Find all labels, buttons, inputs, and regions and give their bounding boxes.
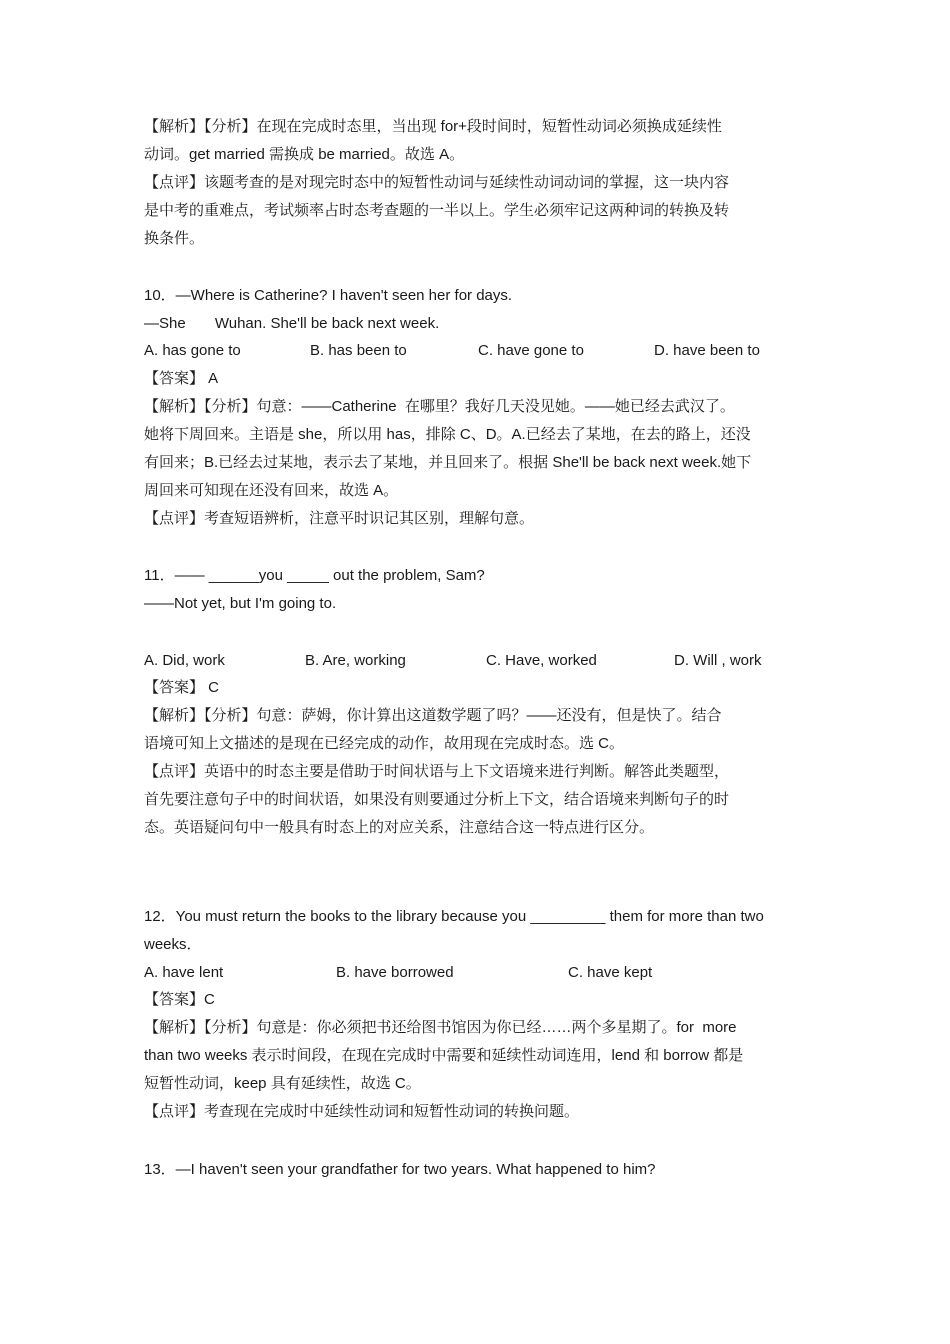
q12-option-b: B. have borrowed [336, 964, 454, 981]
q11-stem-line-1: 11．—— ______you _____ out the problem, Sam? [144, 567, 485, 584]
q11-stem-line-2: ——Not yet, but I'm going to. [144, 595, 337, 612]
q11-comment-line-2: 首先要注意句子中的时间状语，如果没有则要通过分析上下文，结合语境来判断句子的时 [144, 791, 730, 808]
q10-answer: 【答案】 A [144, 370, 219, 387]
q10-comment-line-1: 【点评】考查短语辨析，注意平时识记其区别，理解句意。 [144, 510, 535, 527]
q11-option-c: C. Have, worked [486, 652, 597, 669]
q10-option-a: A. has gone to [144, 342, 241, 359]
q9-analysis-line-2: 动词。get married 需换成 be married。故选 A。 [144, 146, 465, 163]
q10-analysis-line-2: 她将下周回来。主语是 she，所以用 has，排除 C、D。A.已经去了某地，在去的路上，还没 [144, 426, 751, 443]
q12-stem-line-1: 12．You must return the books to the library because you _________ them for more than two [144, 908, 764, 925]
q10-analysis-line-3: 有回来；B.已经去过某地，表示去了某地，并且回来了。根据 She'll be back next week.她下 [144, 454, 752, 471]
q10-option-b: B. has been to [310, 342, 407, 359]
q12-comment-line-1: 【点评】考查现在完成时中延续性动词和短暂性动词的转换问题。 [144, 1103, 580, 1120]
q9-comment-line-2: 是中考的重难点，考试频率占时态考查题的一半以上。学生必须牢记这两种词的转换及转 [144, 202, 730, 219]
q12-analysis-line-2: than two weeks 表示时间段，在现在完成时中需要和延续性动词连用，lend 和 borrow 都是 [144, 1047, 744, 1064]
q12-option-c: C. have kept [568, 964, 653, 981]
q10-option-d: D. have been to [654, 342, 760, 359]
q12-analysis-line-3: 短暂性动词，keep 具有延续性，故选 C。 [144, 1075, 421, 1092]
q11-analysis-line-2: 语境可知上文描述的是现在已经完成的动作，故用现在完成时态。选 C。 [144, 735, 625, 752]
q10-option-c: C. have gone to [478, 342, 584, 359]
q11-analysis-line-1: 【解析】【分析】句意：萨姆，你计算出这道数学题了吗？——还没有，但是快了。结合 [144, 707, 722, 724]
q10-analysis-line-1: 【解析】【分析】句意：——Catherine 在哪里？我好几天没见她。——她已经去武汉了。 [144, 398, 735, 415]
q9-comment-line-1: 【点评】该题考查的是对现完时态中的短暂性动词与延续性动词动词的掌握，这一块内容 [144, 174, 730, 191]
q12-stem-line-2: weeks． [144, 936, 202, 953]
q11-option-a: A. Did, work [144, 652, 225, 669]
q11-option-d: D. Will , work [674, 652, 762, 669]
q9-comment-line-3: 换条件。 [144, 230, 205, 247]
q9-analysis-line-1: 【解析】【分析】在现在完成时态里，当出现 for+段时间时，短暂性动词必须换成延续性 [144, 118, 722, 135]
q11-comment-line-1: 【点评】英语中的时态主要是借助于时间状语与上下文语境来进行判断。解答此类题型， [144, 763, 730, 780]
q12-option-a: A. have lent [144, 964, 224, 981]
q12-answer: 【答案】C [144, 991, 215, 1008]
q11-answer: 【答案】 C [144, 679, 220, 696]
q10-stem-line-2: —She Wuhan. She'll be back next week. [144, 315, 440, 332]
q12-analysis-line-1: 【解析】【分析】句意是：你必须把书还给图书馆因为你已经……两个多星期了。for more [144, 1019, 737, 1036]
q11-option-b: B. Are, working [305, 652, 406, 669]
q13-stem-line-1: 13．—I haven't seen your grandfather for two years. What happened to him? [144, 1161, 656, 1178]
q10-stem-line-1: 10．—Where is Catherine? I haven't seen her for days. [144, 287, 513, 304]
q10-analysis-line-4: 周回来可知现在还没有回来，故选 A。 [144, 482, 399, 499]
q11-comment-line-3: 态。英语疑问句中一般具有时态上的对应关系，注意结合这一特点进行区分。 [144, 819, 655, 836]
